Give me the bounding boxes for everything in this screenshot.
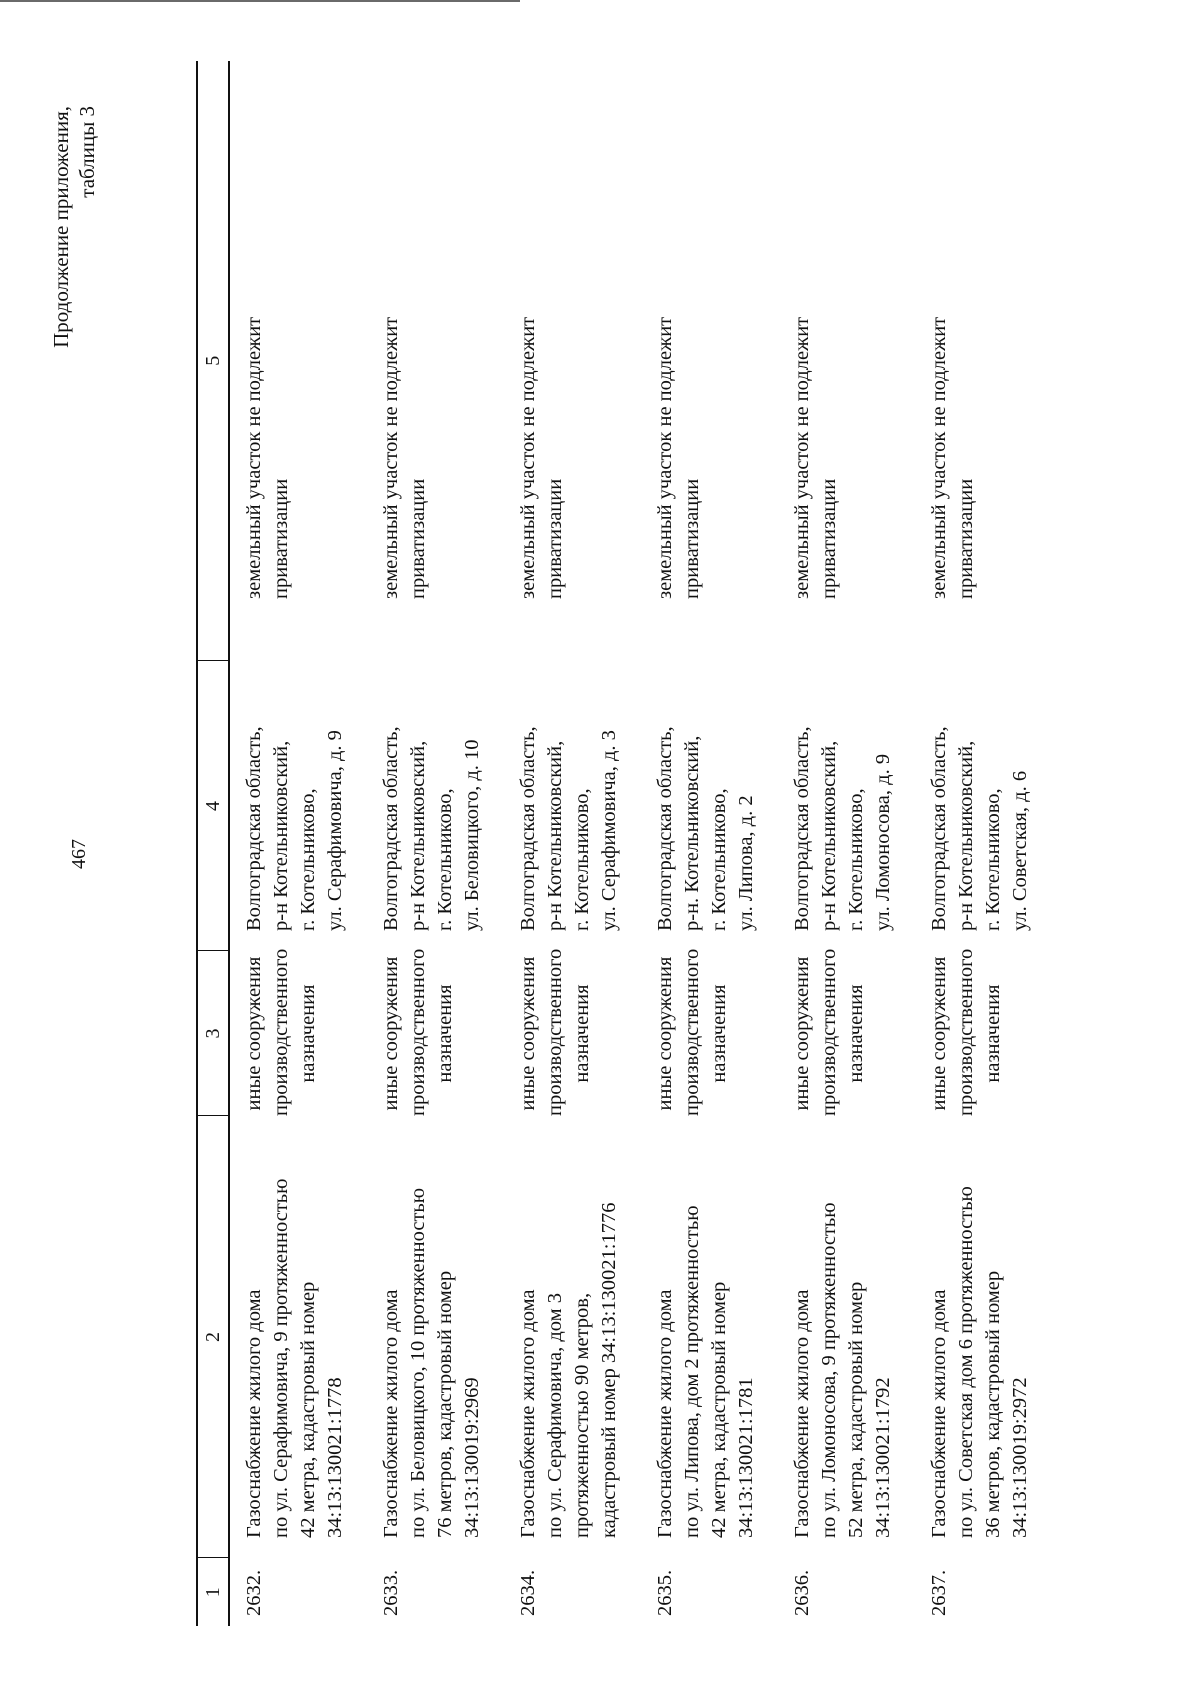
description-line: 34:13:130019:2969 [461,1377,483,1538]
column-header: 2 [197,1116,229,1558]
row-number-cell: 2633. [380,1569,402,1616]
table-caption [48,106,100,348]
description-line: по ул. Серафимовича, дом 3 [544,1293,566,1538]
address-line: р-н Котельниковский, [544,740,566,931]
caption-line: таблицы 3 [75,106,99,198]
type-line: производственного [407,948,429,1116]
type-line: назначения [982,984,1004,1083]
description-cell [229,1116,367,1558]
description-line: 42 метра, кадастровый номер [297,1281,319,1538]
address-cell [367,661,504,951]
table-row [504,61,641,1626]
status-cell [367,61,504,661]
address-line: р-н. Котельниковский, [681,735,703,931]
type-cell [367,948,504,1116]
status-cell [504,61,641,661]
description-line: по ул. Беловицкого, 10 протяженностью [407,1187,429,1538]
address-cell [778,661,915,951]
description-line: кадастровый номер 34:13:130021:1776 [598,1202,620,1538]
column-header: 5 [197,61,229,661]
address-cell [915,661,1052,951]
type-line: производственного [270,948,292,1116]
type-line: производственного [955,948,977,1116]
property-table [196,61,1052,1626]
type-line: производственного [544,948,566,1116]
type-cell [915,948,1052,1116]
status-line: земельный участок не подлежит [791,316,813,599]
address-line: ул. Ломоносова, д. 9 [872,753,894,931]
description-line: 52 метра, кадастровый номер [845,1281,867,1538]
address-line: ул. Беловицкого, д. 10 [461,739,483,931]
type-cell [641,948,778,1116]
type-line: иные сооружения [243,956,265,1111]
status-line: приватизации [407,478,429,599]
status-cell [915,61,1052,661]
status-cell [229,61,367,661]
status-line: приватизации [681,478,703,599]
address-line: Волгоградская область, [928,726,950,931]
address-line: Волгоградская область, [380,726,402,931]
address-line: ул. Серафимовича, д. 3 [598,730,620,931]
address-line: г. Котельниково, [571,788,593,931]
address-line: р-н Котельниковский, [407,740,429,931]
type-line: иные сооружения [380,956,402,1111]
type-cell [229,948,367,1116]
description-line: 34:13:130021:1781 [735,1377,757,1538]
description-line: Газоснабжение жилого дома [928,1289,950,1538]
status-cell [778,61,915,661]
row-number-cell: 2636. [791,1569,813,1616]
type-line: иные сооружения [928,956,950,1111]
status-line: земельный участок не подлежит [517,316,539,599]
status-line: земельный участок не подлежит [654,316,676,599]
caption-line: Продолжение приложения, [49,106,73,348]
status-cell [641,61,778,661]
table-row [229,61,367,1626]
description-line: 34:13:130021:1792 [872,1377,894,1538]
description-cell [915,1116,1052,1558]
description-line: 34:13:130021:1778 [324,1377,346,1538]
address-cell [641,661,778,951]
row-number-cell: 2632. [243,1569,265,1616]
description-line: Газоснабжение жилого дома [517,1289,539,1538]
type-line: назначения [434,984,456,1083]
address-line: р-н Котельниковский, [955,740,977,931]
description-line: протяженностью 90 метров, [571,1292,593,1538]
address-line: ул. Советская, д. 6 [1009,770,1031,931]
description-line: по ул. Липова, дом 2 протяженностью [681,1205,703,1538]
table-header-row [197,61,229,1626]
column-header: 4 [197,661,229,951]
status-line: приватизации [544,478,566,599]
column-header: 3 [197,951,229,1116]
address-line: р-н Котельниковский, [270,740,292,931]
address-line: Волгоградская область, [791,726,813,931]
description-line: Газоснабжение жилого дома [380,1289,402,1538]
description-line: по ул. Советская дом 6 протяженностью [955,1186,977,1538]
type-line: производственного [818,948,840,1116]
description-line: по ул. Ломоносова, 9 протяженностью [818,1202,840,1538]
address-line: г. Котельниково, [434,788,456,931]
page-number: 467 [68,839,90,869]
status-line: приватизации [955,478,977,599]
description-cell [504,1116,641,1558]
address-cell [229,661,367,951]
description-line: Газоснабжение жилого дома [654,1289,676,1538]
table-row [641,61,778,1626]
type-line: иные сооружения [791,956,813,1111]
description-cell [367,1116,504,1558]
type-cell [778,948,915,1116]
type-cell [504,948,641,1116]
address-line: ул. Серафимовича, д. 9 [324,730,346,931]
address-line: ул. Липова, д. 2 [735,795,757,931]
address-line: Волгоградская область, [243,726,265,931]
address-line: р-н Котельниковский, [818,740,840,931]
description-line: 36 метров, кадастровый номер [982,1270,1004,1538]
row-number-cell: 2634. [517,1569,539,1616]
address-cell [504,661,641,951]
address-line: г. Котельниково, [297,788,319,931]
description-line: 42 метра, кадастровый номер [708,1281,730,1538]
type-line: назначения [297,984,319,1083]
description-line: по ул. Серафимовича, 9 протяженностью [270,1178,292,1538]
address-line: г. Котельниково, [982,788,1004,931]
status-line: приватизации [270,478,292,599]
description-line: 76 метров, кадастровый номер [434,1270,456,1538]
address-line: г. Котельниково, [708,788,730,931]
description-cell [641,1116,778,1558]
type-line: назначения [708,984,730,1083]
type-line: иные сооружения [517,956,539,1111]
address-line: Волгоградская область, [654,726,676,931]
status-line: приватизации [818,478,840,599]
table-row [367,61,504,1626]
description-line: Газоснабжение жилого дома [243,1289,265,1538]
address-line: г. Котельниково, [845,788,867,931]
table-row [778,61,915,1626]
description-cell [778,1116,915,1558]
description-line: 34:13:130019:2972 [1009,1377,1031,1538]
table-row [915,61,1052,1626]
row-number-cell: 2637. [928,1569,950,1616]
type-line: назначения [571,984,593,1083]
row-number-cell: 2635. [654,1569,676,1616]
column-header: 1 [197,1558,229,1626]
status-line: земельный участок не подлежит [243,316,265,599]
status-line: земельный участок не подлежит [928,316,950,599]
type-line: иные сооружения [654,956,676,1111]
status-line: земельный участок не подлежит [380,316,402,599]
type-line: назначения [845,984,867,1083]
type-line: производственного [681,948,703,1116]
address-line: Волгоградская область, [517,726,539,931]
description-line: Газоснабжение жилого дома [791,1289,813,1538]
